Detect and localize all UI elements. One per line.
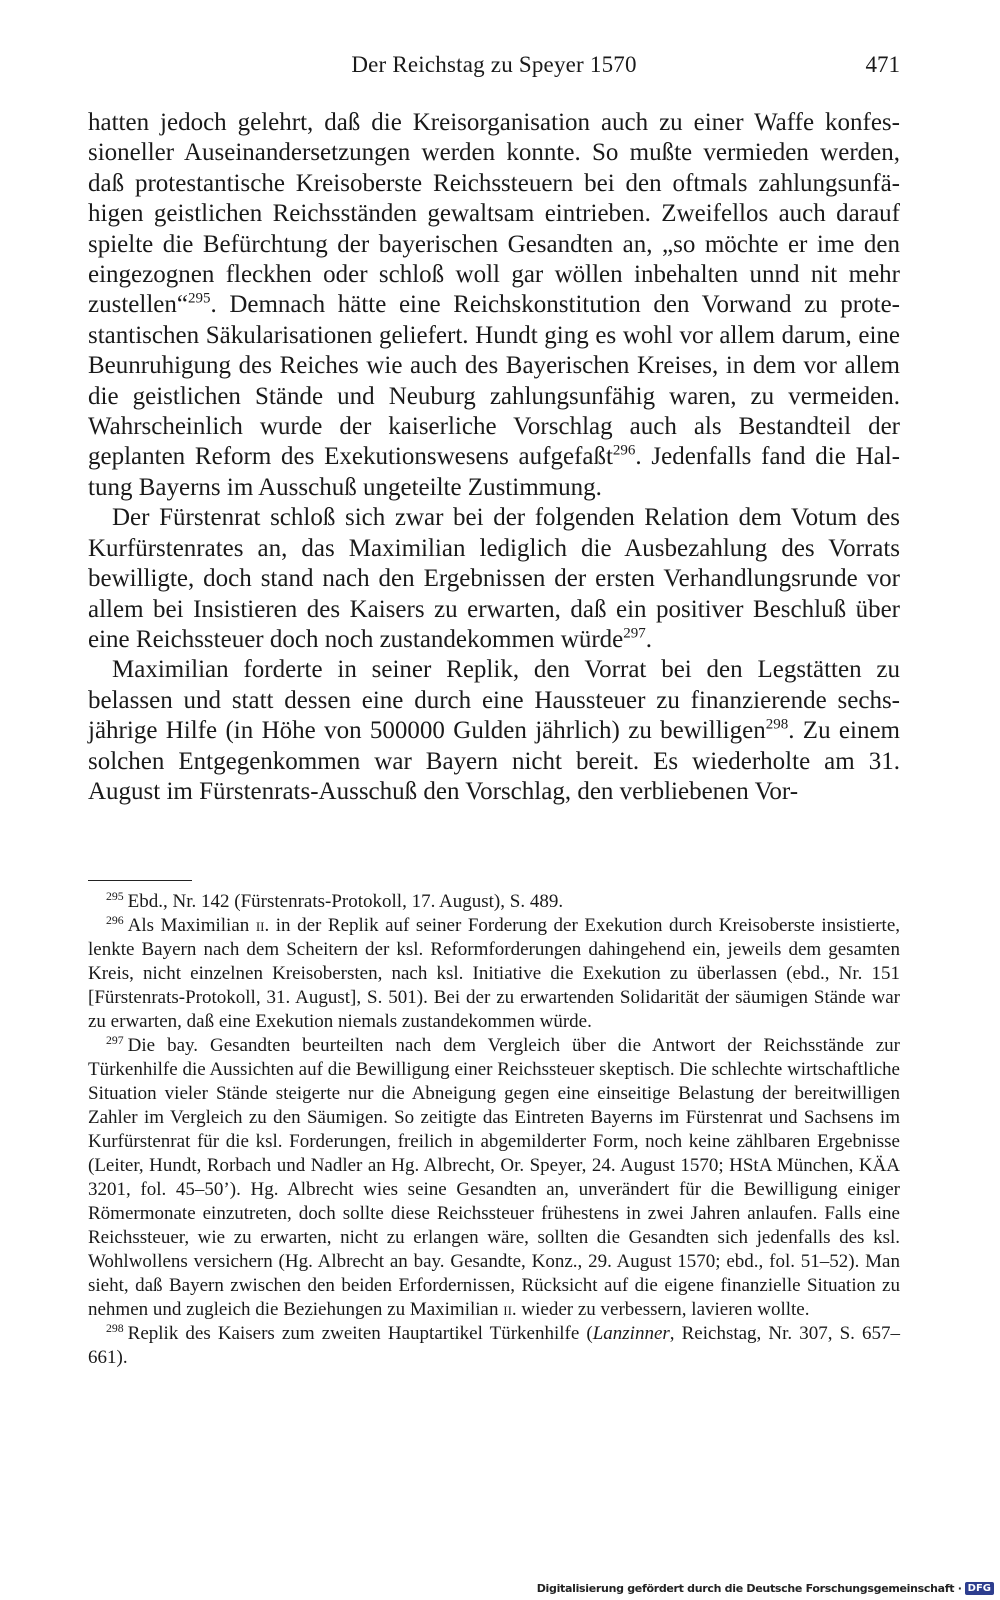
footnote [88, 890, 900, 914]
running-title: Der Reichstag zu Speyer 1570 [351, 52, 637, 77]
paragraph [88, 655, 900, 807]
regnal-numeral: ii [255, 915, 265, 936]
footnote-ref: 297 [623, 625, 646, 642]
text-run: . Demnach hätte eine Reichskonstitution den Vorwand zu protestantischen Säkularisationen geliefert. Hundt ging es wohl vor allem darum, eine Beunruhigung des Reiches wie auch des Bayerischen Kreises, in dem vor allem die geistlichen Stände und Neuburg zahlungsunfähig waren, zu vermeiden. Wahrscheinlich wurde der kaiserliche Vorschlag auch als Bestandteil der geplanten Reform des Exekutionswesens aufgefaßt [88, 291, 900, 471]
text-run: hatten jedoch gelehrt, daß die Kreisorganisation auch zu einer Waffe konfessioneller Auseinandersetzungen werden konnte. So mußte vermieden werden, daß protestantische Kreisoberste Reichssteuern bei den oftmals zahlungsunfähigen geistlichen Reichsständen gewaltsam eintrieben. Zweifellos auch darauf spielte die Befürchtung der bayerischen Gesandten an, „so möchte er ime den eingezognen fleckhen oder schloß woll gar wöllen inbehalten unnd nit mehr zustellen“ [88, 109, 900, 319]
paragraph [88, 108, 900, 503]
dfg-logo: DFG [965, 1582, 994, 1595]
text-run: . [645, 625, 652, 653]
footnote-ref: 295 [187, 291, 211, 308]
text-run: Replik des Kaisers zum zweiten Hauptartikel Türkenhilfe ( [127, 1323, 593, 1344]
text-run: Als Maximilian [127, 915, 256, 936]
text-run: Die bay. Gesandten beurteilten nach dem Vergleich über die Antwort der Reichsstände zur Türkenhilfe die Aussichten auf die Bewilligung einer Reichssteuer skeptisch. Die schlechte wirtschaftliche Situation vieler Stände steigerte nur die Abneigung gegen eine einseitige Belastung der bereitwilligen Zahler im Vergleich zu den Säumigen. So zeitigte das Eintreten Bayerns im Fürstenrat und Sachsens im Kurfürstenrat für die ksl. Forderungen, freilich in abgemilderter Form, noch keine zählbaren Ergebnisse (Leiter, Hundt, Rorbach und Nadler an Hg. Albrecht, Or. Speyer, 24. August 1570; HStA München, KÄA 3201, fol. 45–50’). Hg. Albrecht wies seine Gesandten an, unverändert für die Bewilligung einiger Römermonate einzutreten, doch sollte diese Reichssteuer frühestens in zwei Jahren anlaufen. Falls eine Reichssteuer, wie zu erwarten, nicht zu erlangen wäre, sollten die Gesandten sich jedenfalls des ksl. Wohlwollens versichern (Hg. Albrecht an bay. Gesandte, Konz., 29. August 1570; ebd., fol. 51–52). Man sieht, daß Bayern zwischen den beiden Erfordernissen, Rücksicht auf die eigene finanzielle Situation zu nehmen und zugleich die Beziehungen zu Maximilian [88, 1035, 900, 1320]
text-run: Der Fürstenrat schloß sich zwar bei der folgenden Relation dem Votum des Kurfürstenrates an, das Maximilian lediglich die Ausbezahlung des Vorrats bewilligte, doch stand nach den Ergebnissen der ersten Verhandlungsrunde vor allem bei Insistieren des Kaisers zu erwarten, daß ein positiver Beschluß über eine Reichssteuer doch noch zustandekommen würde [88, 504, 900, 653]
digitization-footer [537, 1582, 994, 1595]
footnote [88, 1034, 900, 1322]
digitization-credit: Digitalisierung gefördert durch die Deutsche Forschungsgemeinschaft · [536, 1582, 962, 1595]
text-run: , Reichstag, Nr. 307, S. 657–661). [88, 1323, 900, 1368]
footnote-number: 297 [106, 1033, 124, 1047]
text-run: . Zu einem solchen Entgegenkommen war Bayern nicht bereit. Es wiederholte am 31. August im Fürstenrats-Ausschuß den Vorschlag, den verbliebenen Vor- [88, 717, 900, 805]
author-name: Lanzinner [592, 1323, 670, 1344]
text-run: Ebd., Nr. 142 (Fürstenrats-Protokoll, 17. August), S. 489. [127, 891, 564, 912]
footnote-number: 296 [106, 913, 124, 927]
footnote-ref: 296 [612, 443, 636, 460]
text-run: . in der Replik auf seiner Forderung der Exekution durch Kreisoberste insistierte, lenkte Bayern nach dem Scheitern der ksl. Reformforderungen dahingehend ein, jeweils dem gesamten Kreis, nicht einzelnen Kreisobersten, nach ksl. Initiative die Exekution zu überlassen (ebd., Nr. 151 [Fürstenrats-Protokoll, 31. August], S. 501). Bei der zu erwartenden Solidarität der säumigen Stände war zu erwarten, daß eine Exekution niemals zustandekommen würde. [88, 915, 900, 1032]
footnote-ref: 298 [765, 716, 789, 733]
running-header [88, 52, 900, 86]
footnote-number: 295 [106, 889, 124, 903]
regnal-numeral: ii [503, 1299, 512, 1320]
text-run: Maximilian forderte in seiner Replik, den Vorrat bei den Legstätten zu belassen und statt dessen eine durch eine Haussteuer zu finanzierende sechsjährige Hilfe (in Höhe von 500000 Gulden jährlich) zu bewilligen [88, 656, 900, 745]
footnote-rule [88, 880, 192, 881]
footnote [88, 1322, 900, 1370]
paragraph [88, 503, 900, 655]
footnote-number: 298 [106, 1321, 124, 1335]
footnote [88, 914, 900, 1034]
text-run: . Jedenfalls fand die Haltung Bayerns im Ausschuß ungeteilte Zustimmung. [88, 443, 900, 501]
main-text [88, 108, 900, 807]
page-number: 471 [865, 52, 900, 77]
footnotes [88, 890, 900, 1370]
text-run: . wieder zu verbessern, lavieren wollte. [511, 1299, 810, 1320]
